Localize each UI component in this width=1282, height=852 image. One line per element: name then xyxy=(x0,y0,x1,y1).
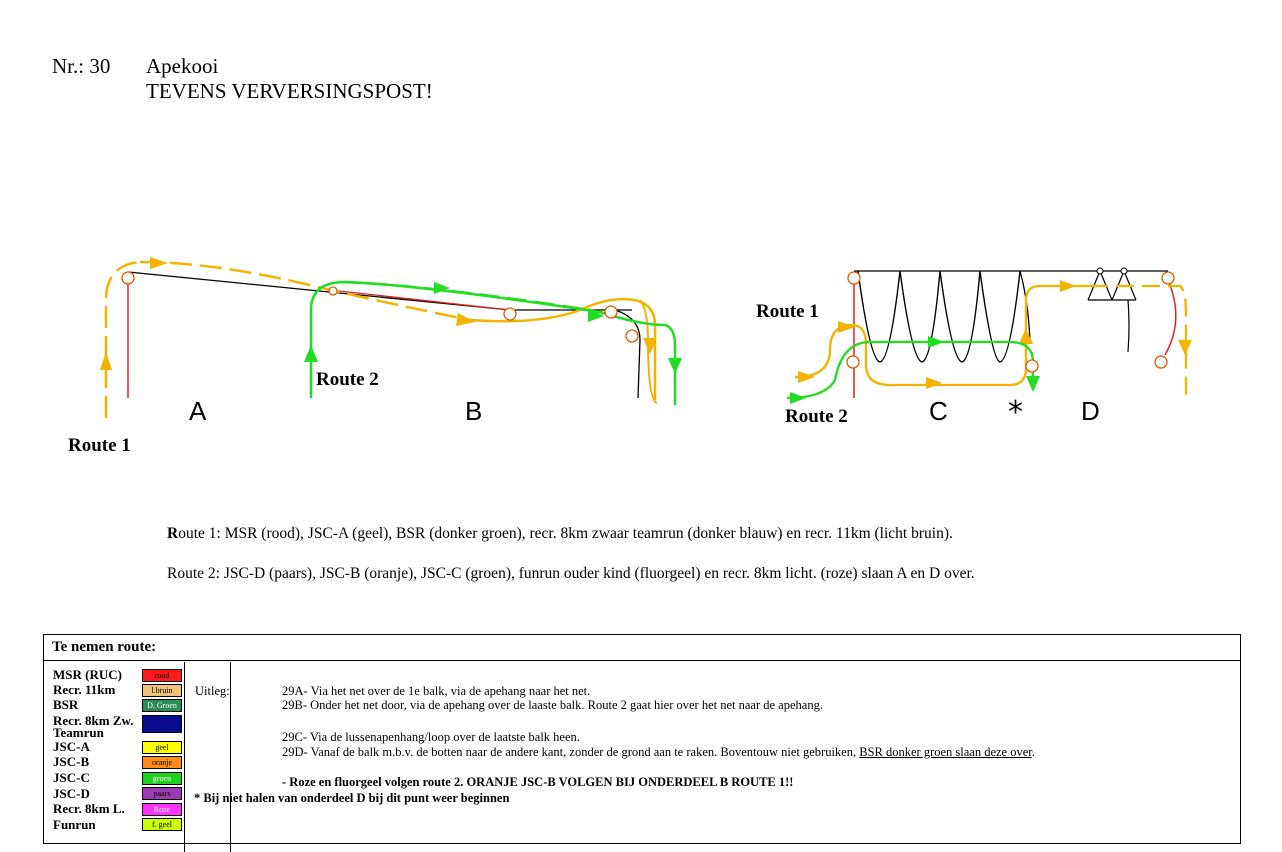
row-label-jsc-b: JSC-B xyxy=(53,754,90,769)
row-label-jsc-a: JSC-A xyxy=(53,739,90,754)
uitleg-label: Uitleg: xyxy=(195,684,230,698)
row-label-bsr: BSR xyxy=(53,697,79,712)
post-subtitle: TEVENS VERVERSINGSPOST! xyxy=(146,79,433,103)
route2-description: Route 2: JSC-D (paars), JSC-B (oranje), JSC-C (groen), funrun ouder kind (fluorgeel) en recr. 8km licht. (roze) slaan A en D over. xyxy=(167,565,975,582)
column-divider xyxy=(230,662,231,852)
swatch-groen: groen xyxy=(142,772,182,785)
row-label-funrun: Funrun xyxy=(53,817,96,832)
row-label-jsc-d: JSC-D xyxy=(53,786,90,801)
post-number: Nr.: 30 xyxy=(52,54,111,78)
route2-label-right: Route 2 xyxy=(785,406,848,427)
section-c-label: C xyxy=(929,396,948,426)
route2-label-left: Route 2 xyxy=(316,369,379,390)
note-29a: 29A- Via het net over de 1e balk, via de apehang naar het net. xyxy=(282,684,591,698)
note-29b: 29B- Onder het net door, via de apehang over de laaste balk. Route 2 gaat hier over het net naar de apehang. xyxy=(282,698,823,712)
note-29d-underlined: BSR donker groen slaan deze over xyxy=(859,745,1032,759)
route1-label-left: Route 1 xyxy=(68,435,131,456)
post-title: Apekooi xyxy=(146,54,219,78)
route1-description xyxy=(167,525,953,543)
row-label-recr-8km-zw: Recr. 8km Zw. xyxy=(53,713,134,728)
route1-description-prefix: R xyxy=(167,525,179,542)
note-bold-restart: * Bij niet halen van onderdeel D bij dit punt weer beginnen xyxy=(194,791,510,805)
route-table xyxy=(43,634,1241,844)
right-obstacles xyxy=(787,268,1192,404)
row-label-msr: MSR (RUC) xyxy=(53,667,122,682)
section-d-label: D xyxy=(1081,396,1100,426)
swatch-oranje: oranje xyxy=(142,756,182,769)
note-29d xyxy=(282,745,1035,759)
note-29d-text: 29D- Vanaf de balk m.b.v. de botten naar de andere kant, zonder de grond aan te raken. Boventouw niet gebruiken, xyxy=(282,745,860,759)
swatch-lbruin: l.bruin xyxy=(142,684,182,697)
route1-label-right: Route 1 xyxy=(756,301,819,322)
swatch-donker-blauw xyxy=(142,715,182,733)
section-a-label: A xyxy=(189,396,207,426)
note-29d-end: . xyxy=(1031,745,1035,759)
swatch-d-groen: D. Groen xyxy=(142,699,182,712)
row-label-teamrun: Teamrun xyxy=(53,725,104,740)
column-divider xyxy=(184,662,185,852)
note-bold-route2: - Roze en fluorgeel volgen route 2. ORANJE JSC-B VOLGEN BIJ ONDERDEEL B ROUTE 1!! xyxy=(282,775,794,789)
note-29c: 29C- Via de lussenapenhang/loop over de laatste balk heen. xyxy=(282,730,580,744)
left-obstacles xyxy=(100,257,682,418)
swatch-f-geel: f. geel xyxy=(142,818,182,831)
route1-description-text: oute 1: MSR (rood), JSC-A (geel), BSR (donker groen), recr. 8km zwaar teamrun (donker blauw) en recr. 11km (licht bruin). xyxy=(178,525,953,542)
section-b-label: B xyxy=(465,396,483,426)
route-table-title: Te nemen route: xyxy=(44,635,1240,661)
row-label-jsc-c: JSC-C xyxy=(53,770,90,785)
swatch-rood: rood xyxy=(142,669,182,682)
restart-asterisk-marker: * xyxy=(1008,395,1023,430)
row-label-recr-8km-l: Recr. 8km L. xyxy=(53,801,125,816)
swatch-geel: geel xyxy=(142,741,182,754)
swatch-roze: Roze xyxy=(142,803,182,816)
row-label-recr-11km: Recr. 11km xyxy=(53,682,116,697)
swatch-paars: paars xyxy=(142,787,182,800)
